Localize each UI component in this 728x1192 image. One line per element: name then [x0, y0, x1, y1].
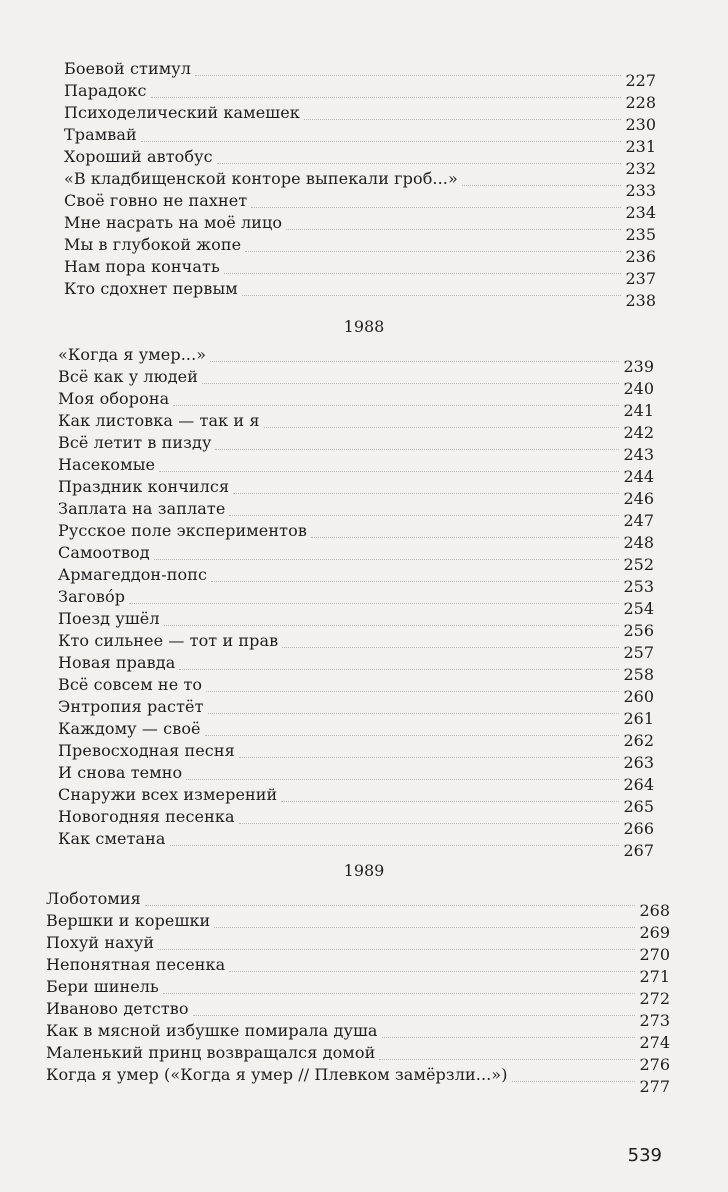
toc-entry — [46, 1040, 670, 1074]
toc-entry — [58, 430, 654, 464]
toc-entry-page: 240 — [623, 379, 654, 398]
toc-entry — [58, 738, 654, 772]
toc-entry-page: 276 — [639, 1055, 670, 1074]
toc-entry — [58, 804, 654, 838]
toc-entry-title: Вершки и корешки — [46, 911, 211, 930]
toc-entry-title: Кто сдохнет первым — [64, 279, 238, 298]
toc-leader — [311, 536, 620, 538]
toc-leader — [233, 492, 619, 494]
toc-leader — [382, 1036, 636, 1038]
toc-entry-title: Мне насрать на моё лицо — [64, 213, 283, 232]
section-heading-1989: 1989 — [343, 861, 385, 880]
toc-entry-page: 263 — [623, 753, 654, 772]
toc-entry-title: Когда я умер («Когда я умер // Плевком замёрзли...») — [46, 1065, 508, 1084]
toc-entry-page: 238 — [625, 291, 656, 310]
toc-leader — [214, 926, 635, 928]
toc-leader — [224, 272, 622, 274]
toc-entry-page: 264 — [623, 775, 654, 794]
toc-leader — [145, 904, 636, 906]
toc-entry-page: 260 — [623, 687, 654, 706]
toc-entry — [58, 386, 654, 420]
toc-entry-title: Каждому — своё — [58, 719, 201, 738]
toc-entry — [64, 276, 656, 310]
toc-leader — [512, 1080, 636, 1082]
toc-entry-title: Как в мясной избушке помирала душа — [46, 1021, 378, 1040]
toc-entry — [64, 122, 656, 156]
toc-entry-page: 233 — [625, 181, 656, 200]
toc-leader — [379, 1058, 635, 1060]
toc-entry-page: 261 — [623, 709, 654, 728]
toc-entry — [58, 672, 654, 706]
toc-leader — [154, 558, 620, 560]
section-heading-1988: 1988 — [343, 317, 385, 336]
toc-entry-page: 227 — [625, 71, 656, 90]
toc-entry-title: Моя оборона — [58, 389, 170, 408]
toc-entry — [58, 628, 654, 662]
toc-leader — [205, 734, 620, 736]
toc-entry — [46, 908, 670, 942]
toc-entry — [64, 56, 656, 90]
toc-entry-page: 236 — [625, 247, 656, 266]
toc-entry — [64, 100, 656, 134]
toc-entry-page: 266 — [623, 819, 654, 838]
toc-entry-title: Новогодняя песенка — [58, 807, 235, 826]
toc-entry-title: Лоботомия — [46, 889, 141, 908]
toc-entry-page: 234 — [625, 203, 656, 222]
toc-entry — [64, 144, 656, 178]
toc-entry-page: 262 — [623, 731, 654, 750]
toc-leader — [264, 426, 620, 428]
toc-entry-page: 257 — [623, 643, 654, 662]
toc-entry-title: Всё совсем не то — [58, 675, 203, 694]
toc-entry — [58, 650, 654, 684]
toc-entry-title: Бери шинель — [46, 977, 159, 996]
toc-leader — [141, 140, 622, 142]
toc-entry-title: Армагеддон-попс — [58, 565, 208, 584]
toc-entry — [64, 254, 656, 288]
toc-leader — [159, 470, 619, 472]
toc-leader — [245, 250, 621, 252]
toc-entry-title: Как листовка — так и я — [58, 411, 260, 430]
toc-entry — [64, 188, 656, 222]
toc-entry-page: 269 — [639, 923, 670, 942]
toc-entry — [58, 364, 654, 398]
toc-leader — [281, 800, 619, 802]
toc-entry — [46, 974, 670, 1008]
toc-entry — [58, 584, 654, 618]
toc-leader — [170, 844, 620, 846]
toc-leader — [193, 1014, 636, 1016]
toc-entry-title: И снова темно — [58, 763, 183, 782]
toc-entry — [58, 562, 654, 596]
toc-entry — [58, 452, 654, 486]
page-number: 539 — [627, 1145, 662, 1166]
toc-entry — [58, 408, 654, 442]
toc-leader — [217, 162, 622, 164]
toc-entry-title: Новая правда — [58, 653, 176, 672]
toc-entry-title: Всё летит в пизду — [58, 433, 212, 452]
toc-entry-page: 239 — [623, 357, 654, 376]
toc-entry-title: Психоделический камешек — [64, 103, 300, 122]
toc-entry-page: 277 — [639, 1077, 670, 1096]
toc-leader — [215, 448, 619, 450]
toc-entry-title: Как сметана — [58, 829, 166, 848]
toc-entry — [58, 518, 654, 552]
toc-entry-title: Похуй нахуй — [46, 933, 155, 952]
toc-entry — [58, 760, 654, 794]
toc-entry-title: Своё говно не пахнет — [64, 191, 248, 210]
toc-leader — [173, 404, 619, 406]
toc-entry — [46, 886, 670, 920]
toc-entry — [64, 232, 656, 266]
toc-entry-title: Иваново детство — [46, 999, 189, 1018]
toc-entry-title: Боевой стимул — [64, 59, 192, 78]
toc-entry-page: 230 — [625, 115, 656, 134]
toc-entry-title: Непонятная песенка — [46, 955, 226, 974]
toc-entry-page: 258 — [623, 665, 654, 684]
toc-entry-page: 254 — [623, 599, 654, 618]
toc-entry-title: Русское поле экспериментов — [58, 521, 307, 540]
toc-leader — [304, 118, 622, 120]
toc-entry — [58, 782, 654, 816]
toc-entry-page: 242 — [623, 423, 654, 442]
toc-entry-page: 268 — [639, 901, 670, 920]
toc-entry-title: Заговóр — [58, 587, 126, 606]
toc-entry-title: Энтропия растёт — [58, 697, 204, 716]
toc-leader — [462, 184, 622, 186]
toc-entry — [58, 474, 654, 508]
toc-entry-title: Самоотвод — [58, 543, 150, 562]
toc-entry — [46, 1018, 670, 1052]
toc-entry-page: 232 — [625, 159, 656, 178]
toc-entry-page: 247 — [623, 511, 654, 530]
toc-entry — [64, 78, 656, 112]
toc-leader — [195, 74, 621, 76]
toc-entry-page: 271 — [639, 967, 670, 986]
toc-entry-page: 274 — [639, 1033, 670, 1052]
toc-entry-title: «Когда я умер...» — [58, 345, 207, 364]
toc-entry-page: 267 — [623, 841, 654, 860]
toc-entry-title: Поезд ушёл — [58, 609, 160, 628]
toc-entry-page: 248 — [623, 533, 654, 552]
toc-entry-title: Мы в глубокой жопе — [64, 235, 242, 254]
toc-leader — [239, 756, 620, 758]
toc-entry-page: 265 — [623, 797, 654, 816]
toc-entry — [64, 210, 656, 244]
toc-entry-page: 241 — [623, 401, 654, 420]
toc-leader — [202, 382, 619, 384]
toc-entry-title: Заплата на заплате — [58, 499, 226, 518]
toc-entry-page: 270 — [639, 945, 670, 964]
toc-entry-page: 235 — [625, 225, 656, 244]
toc-entry-title: Превосходная песня — [58, 741, 235, 760]
toc-leader — [206, 690, 619, 692]
toc-entry — [58, 716, 654, 750]
toc-leader — [151, 96, 622, 98]
toc-leader — [286, 228, 621, 230]
toc-entry-page: 237 — [625, 269, 656, 288]
toc-entry — [58, 496, 654, 530]
toc-entry-page: 273 — [639, 1011, 670, 1030]
toc-entry — [58, 342, 654, 376]
toc-entry-title: Трамвай — [64, 125, 137, 144]
toc-entry — [46, 996, 670, 1030]
toc-leader — [242, 294, 622, 296]
toc-leader — [251, 206, 621, 208]
toc-leader — [229, 970, 635, 972]
toc-entry-title: Всё как у людей — [58, 367, 198, 386]
toc-entry — [58, 606, 654, 640]
toc-leader — [229, 514, 619, 516]
toc-leader — [158, 948, 635, 950]
toc-leader — [186, 778, 619, 780]
toc-entry-page: 231 — [625, 137, 656, 156]
toc-entry — [64, 166, 656, 200]
toc-leader — [282, 646, 619, 648]
toc-entry — [46, 930, 670, 964]
toc-entry-page: 244 — [623, 467, 654, 486]
toc-leader — [208, 712, 620, 714]
toc-leader — [179, 668, 619, 670]
toc-entry-page: 243 — [623, 445, 654, 464]
toc-entry-page: 228 — [625, 93, 656, 112]
toc-entry-title: Нам пора кончать — [64, 257, 220, 276]
toc-entry — [58, 826, 654, 860]
toc-entry-title: Насекомые — [58, 455, 156, 474]
toc-entry-title: «В кладбищенской конторе выпекали гроб...» — [64, 169, 458, 188]
toc-leader — [210, 360, 619, 362]
toc-leader — [239, 822, 620, 824]
toc-entry-title: Кто сильнее — тот и прав — [58, 631, 279, 650]
toc-entry — [58, 694, 654, 728]
toc-entry-title: Праздник кончился — [58, 477, 230, 496]
toc-entry-page: 272 — [639, 989, 670, 1008]
toc-leader — [164, 624, 620, 626]
toc-leader — [129, 602, 619, 604]
toc-entry-title: Хороший автобус — [64, 147, 213, 166]
toc-leader — [163, 992, 636, 994]
toc-entry-title: Маленький принц возвращался домой — [46, 1043, 376, 1062]
toc-entry-title: Парадокс — [64, 81, 147, 100]
toc-leader — [211, 580, 619, 582]
toc-entry-page: 246 — [623, 489, 654, 508]
toc-entry-page: 253 — [623, 577, 654, 596]
toc-entry — [46, 952, 670, 986]
toc-entry-page: 252 — [623, 555, 654, 574]
toc-entry — [46, 1062, 670, 1096]
toc-entry-title: Снаружи всех измерений — [58, 785, 278, 804]
toc-entry-page: 256 — [623, 621, 654, 640]
toc-entry — [58, 540, 654, 574]
